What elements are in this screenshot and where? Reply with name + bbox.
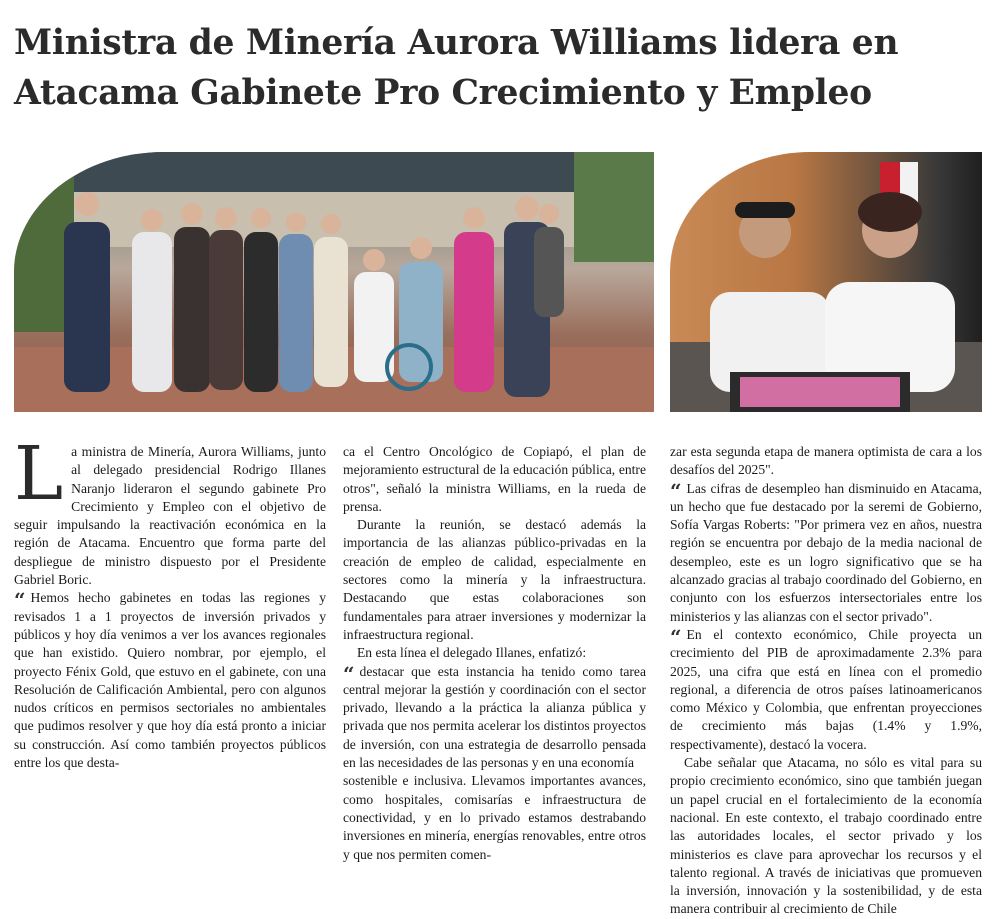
dropcap: L [14,431,64,517]
paragraph: sostenible e inclusiva. Llevamos importantes avances, como hospitales, comisarías e infraestructura de conectividad, y en lo privado estamos destrabando inversiones en minería, energías renovables, entre otros y que nos permiten comen- [343,773,646,862]
quote-mark-icon: “ [343,661,355,686]
quote-paragraph [670,480,982,626]
quote-mark-icon: “ [14,588,26,613]
paragraph: ca el Centro Oncológico de Copiapó, el plan de mejoramiento estructural de la educación pública, entre otros", señaló la ministra Williams, en la rueda de prensa. [343,444,646,514]
article-column-3 [670,443,982,919]
article-column-1 [14,431,326,772]
group-photo [14,152,654,412]
quote-text: En el contexto económico, Chile proyecta un crecimiento del PIB de aproximadamente 2.3% para 2025, una cifra que está en línea con el promedio regional, a diferencia de otros países latinoamericanos como México y Colombia, que enfrentan proyecciones de crecimiento más bajas (1.4% y 1.9%, respectivamente), destacó la vocera. [670,626,982,752]
article-column-2 [343,443,646,864]
quote-mark-icon: “ [670,478,682,503]
press-conference-illustration [670,152,982,412]
press-conference-photo [670,152,982,412]
paragraph: Durante la reunión, se destacó además la importancia de las alianzas público-privadas en la creación de empleo de calidad, especialmente en sectores como la minería y la infraestructura. Destacando que estas colaboraciones son fundamentales para atraer inversiones y modernizar la infraestructura regional. [343,517,646,642]
paragraph: Cabe señalar que Atacama, no sólo es vital para su propio crecimiento económico, sino que también juegan un papel crucial en el fortalecimiento de la economía nacional. En este contexto, el trabajo coordinado entre las autoridades locales, el sector privado y los ministerios es clave para aprovechar los recursos y el talento regional. A través de iniciativas que promueven la inversión, innovación y la sostenibilidad, y de esta manera contribuir al crecimiento de Chile [670,755,982,917]
headline: Ministra de Minería Aurora Williams lidera en Atacama Gabinete Pro Crecimiento y Empleo [14,23,899,113]
paragraph: a ministra de Minería, Aurora Williams, junto al delegado presidencial Rodrigo Illanes Naranjo lideraron el segundo gabinete Pro Crecimiento y Empleo con el objetivo de seguir impulsando la reactivación económica en la región de Atacama. Encuentro que forma parte del despliegue de ministro dispuesto por el Presidente Gabriel Boric. [14,444,326,588]
quote-text: destacar que esta instancia ha tenido como tarea central mejorar la gestión y coordinación con el sector privado, llevando a la práctica la alianza pública y privada que nos permita acelerar los distintos proyectos de inversión, con una estrategia de desarrollo pensada en las necesidades de las personas y en una economía [343,663,646,771]
paragraph: En esta línea el delegado Illanes, enfatizó: [357,645,587,661]
quote-paragraph [670,626,982,754]
quote-text: Hemos hecho gabinetes en todas las regiones y revisados 1 a 1 proyectos de inversión privados y públicos y hoy día venimos a ver los avances regionales que han existido. Quiero nombrar, por ejemplo, el proyecto Fénix Gold, que estuvo en el gabinete, con una Resolución de Calificación Ambiental, pero con algunos nudos críticos en permisos sectoriales no ambientales que pudimos resolver y que hoy día está pronto a iniciar su construcción. Así como también proyectos públicos entre los que desta- [14,590,326,771]
quote-text: Las cifras de desempleo han disminuido en Atacama, un hecho que fue destacado por la seremi de Gobierno, Sofía Vargas Roberts: "Por primera vez en años, nuestra región se encuentra por debajo de la media nacional de desempleo, este es un logro significativo que se ha alcanzado gracias al trabajo coordinado del Gobierno, en conjunto con los esfuerzos intersectoriales entre los ministerios y las alianzas con el sector privado". [670,480,982,624]
paragraph: zar esta segunda etapa de manera optimista de cara a los desafíos del 2025". [670,444,982,478]
quote-paragraph [343,663,646,773]
group-photo-illustration [14,152,654,412]
quote-mark-icon: “ [670,624,682,649]
quote-paragraph [14,589,326,772]
